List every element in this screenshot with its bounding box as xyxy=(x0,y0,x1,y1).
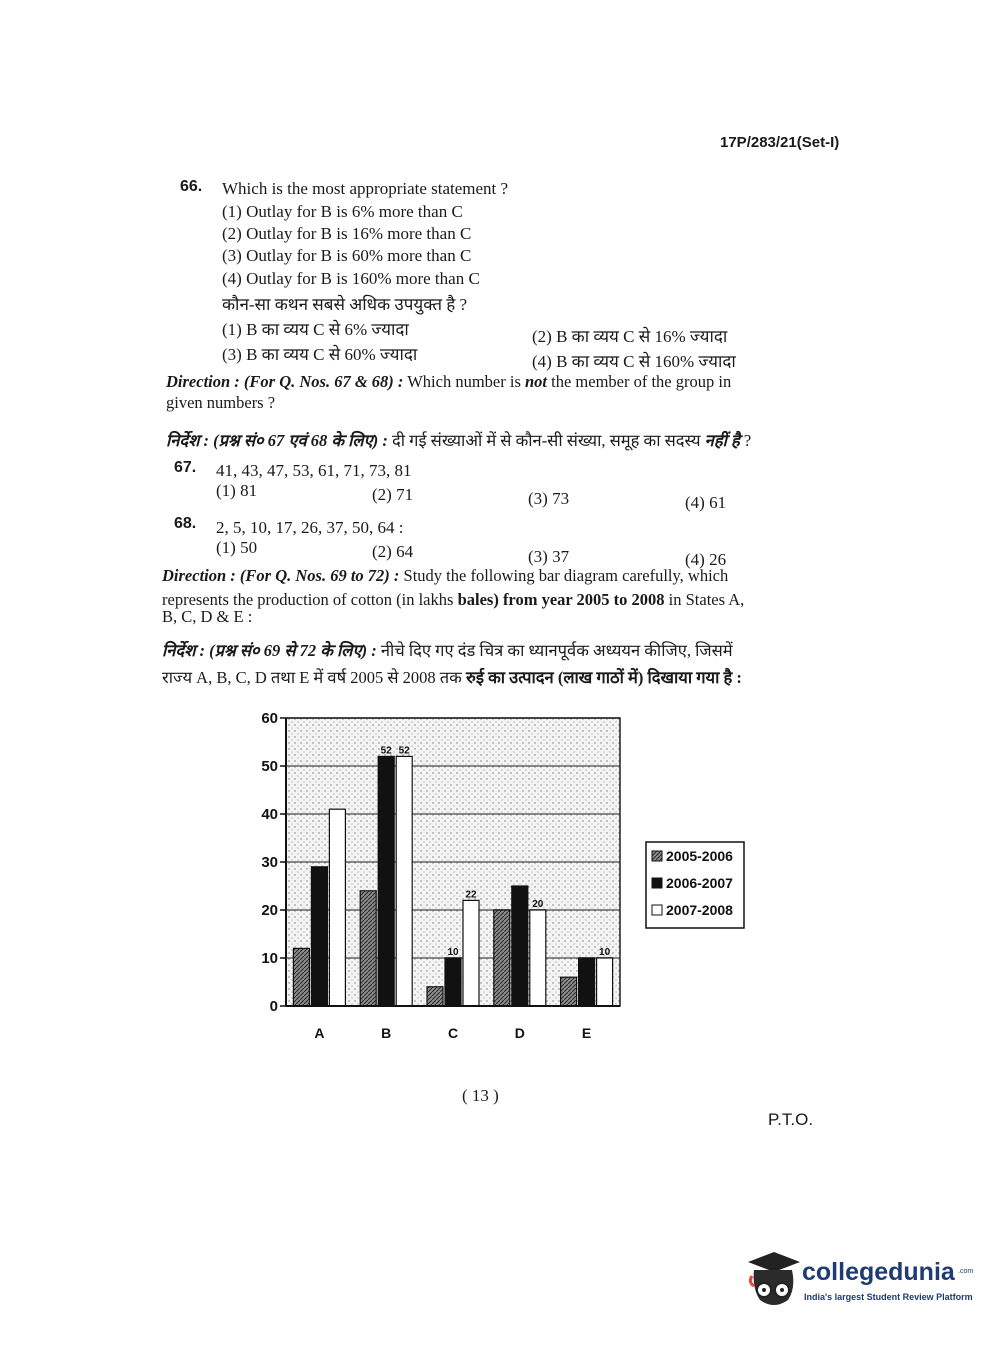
direction-67-68-text-b: the member of the group in xyxy=(547,372,732,391)
data-label: 52 xyxy=(380,745,392,757)
pto-label: P.T.O. xyxy=(768,1110,814,1129)
direction-69-72-hindi-line1 xyxy=(162,638,733,661)
page-number: ( 13 ) xyxy=(462,1086,499,1105)
legend-label: 2006-2007 xyxy=(666,875,733,891)
brand-suffix: .com xyxy=(958,1268,974,1275)
question-67-text: 41, 43, 47, 53, 61, 71, 73, 81 xyxy=(216,461,412,480)
bar xyxy=(579,958,595,1006)
legend-swatch xyxy=(652,878,662,888)
question-68-option-2: (2) 64 xyxy=(372,542,414,561)
question-68-option-1: (1) 50 xyxy=(216,538,258,557)
question-67-option-2: (2) 71 xyxy=(372,485,414,504)
bar xyxy=(512,886,528,1006)
data-label: 10 xyxy=(447,947,459,958)
direction-67-68-hindi-text-b: ? xyxy=(739,431,752,450)
direction-67-68 xyxy=(166,372,731,392)
question-66-hindi-option-4: (4) B का व्यय C से 160% ज्यादा xyxy=(532,352,736,371)
x-tick-label: A xyxy=(314,1025,325,1041)
direction-69-72-hindi-line2b: रुई का उत्पादन (लाख गाठों में) दिखाया गया है : xyxy=(465,668,742,687)
direction-67-68-hindi-text-a: दी गई संख्याओं में से कौन-सी संख्या, समूह का सदस्य xyxy=(387,431,705,450)
bar xyxy=(597,958,613,1006)
question-66-text: Which is the most appropriate statement ? xyxy=(222,179,509,198)
direction-69-72-head: Direction : (For Q. Nos. 69 to 72) : xyxy=(162,566,400,585)
question-66-hindi-option-3: (3) B का व्यय C से 60% ज्यादा xyxy=(222,345,418,364)
direction-69-72-line3: B, C, D & E : xyxy=(162,607,253,626)
bar xyxy=(463,900,479,1006)
direction-69-72-line2c: in States A, xyxy=(664,590,745,609)
paper-code: 17P/283/21(Set-I) xyxy=(720,134,840,151)
bar xyxy=(445,958,461,1006)
question-number-67: 67. xyxy=(174,459,197,476)
y-tick-label: 30 xyxy=(261,854,278,871)
x-tick-label: E xyxy=(581,1025,592,1041)
direction-67-68-hindi-head: निर्देश : (प्रश्न सं० 67 एवं 68 के लिए) : xyxy=(166,431,388,450)
bar xyxy=(293,948,309,1006)
bar xyxy=(396,756,412,1006)
direction-69-72 xyxy=(162,566,728,586)
graduate-mascot-icon xyxy=(742,1252,802,1312)
data-label: 20 xyxy=(532,899,544,910)
question-68-option-3: (3) 37 xyxy=(528,547,570,566)
direction-69-72-hindi-line2 xyxy=(162,665,742,688)
bar xyxy=(427,987,443,1006)
question-66-hindi-option-2: (2) B का व्यय C से 16% ज्यादा xyxy=(532,327,728,346)
question-68-text: 2, 5, 10, 17, 26, 37, 50, 64 : xyxy=(216,518,404,537)
bar xyxy=(530,910,546,1006)
question-66-hindi-option-1: (1) B का व्यय C से 6% ज्यादा xyxy=(222,320,409,339)
direction-67-68-text-a: Which number is xyxy=(403,372,525,391)
direction-69-72-line2a: represents the production of cotton (in lakhs xyxy=(162,590,458,609)
y-tick-label: 0 xyxy=(269,998,278,1015)
y-tick-label: 60 xyxy=(261,710,278,727)
question-67-option-3: (3) 73 xyxy=(528,489,570,508)
question-66-hindi-text: कौन-सा कथन सबसे अधिक उपयुक्त है ? xyxy=(222,295,468,314)
direction-67-68-hindi xyxy=(166,428,751,451)
direction-67-68-head: Direction : (For Q. Nos. 67 & 68) : xyxy=(166,372,404,391)
direction-67-68-hindi-not: नहीं है xyxy=(704,431,740,450)
bar xyxy=(311,867,327,1006)
legend-swatch xyxy=(652,905,662,915)
brand-name: collegedunia xyxy=(802,1258,955,1286)
question-66-option-1: (1) Outlay for B is 6% more than C xyxy=(222,202,463,221)
question-66-option-2: (2) Outlay for B is 16% more than C xyxy=(222,224,472,243)
data-label: 10 xyxy=(599,947,611,958)
question-number-66: 66. xyxy=(180,178,203,195)
question-67-option-4: (4) 61 xyxy=(685,493,727,512)
bar xyxy=(360,891,376,1006)
bar xyxy=(378,756,394,1006)
y-tick-label: 20 xyxy=(261,902,278,919)
collegedunia-logo xyxy=(742,1252,972,1312)
direction-67-68-not: not xyxy=(525,372,548,391)
bar xyxy=(329,809,345,1006)
y-tick-label: 50 xyxy=(261,758,278,775)
question-67-option-1: (1) 81 xyxy=(216,481,258,500)
y-tick-label: 40 xyxy=(261,806,278,823)
question-66-option-4: (4) Outlay for B is 160% more than C xyxy=(222,269,480,288)
legend-label: 2005-2006 xyxy=(666,848,733,864)
cotton-production-bar-chart xyxy=(240,700,760,1050)
y-tick-label: 10 xyxy=(261,950,278,967)
direction-69-72-text-a: Study the following bar diagram carefully, which xyxy=(399,566,729,585)
x-tick-label: C xyxy=(447,1025,459,1041)
direction-69-72-hindi-line2a: राज्य A, B, C, D तथा E में वर्ष 2005 से 2008 तक xyxy=(162,668,466,687)
question-number-68: 68. xyxy=(174,515,197,532)
direction-69-72-line2b: bales) from year 2005 to 2008 xyxy=(457,590,665,609)
question-66-option-3: (3) Outlay for B is 60% more than C xyxy=(222,246,472,265)
direction-69-72-hindi-head: निर्देश : (प्रश्न सं० 69 से 72 के लिए) : xyxy=(162,641,377,660)
direction-69-72-hindi-text: नीचे दिए गए दंड चित्र का ध्यानपूर्वक अध्ययन कीजिए, जिसमें xyxy=(376,641,733,660)
legend-swatch xyxy=(652,851,662,861)
bar xyxy=(561,977,577,1006)
direction-67-68-line2: given numbers ? xyxy=(166,393,276,412)
brand-tagline: India's largest Student Review Platform xyxy=(804,1292,973,1302)
data-label: 52 xyxy=(398,745,410,757)
bar xyxy=(494,910,510,1006)
legend-label: 2007-2008 xyxy=(666,902,733,918)
x-tick-label: B xyxy=(381,1025,392,1041)
question-68-option-4: (4) 26 xyxy=(685,550,727,569)
x-tick-label: D xyxy=(514,1025,525,1041)
data-label: 22 xyxy=(465,889,477,901)
